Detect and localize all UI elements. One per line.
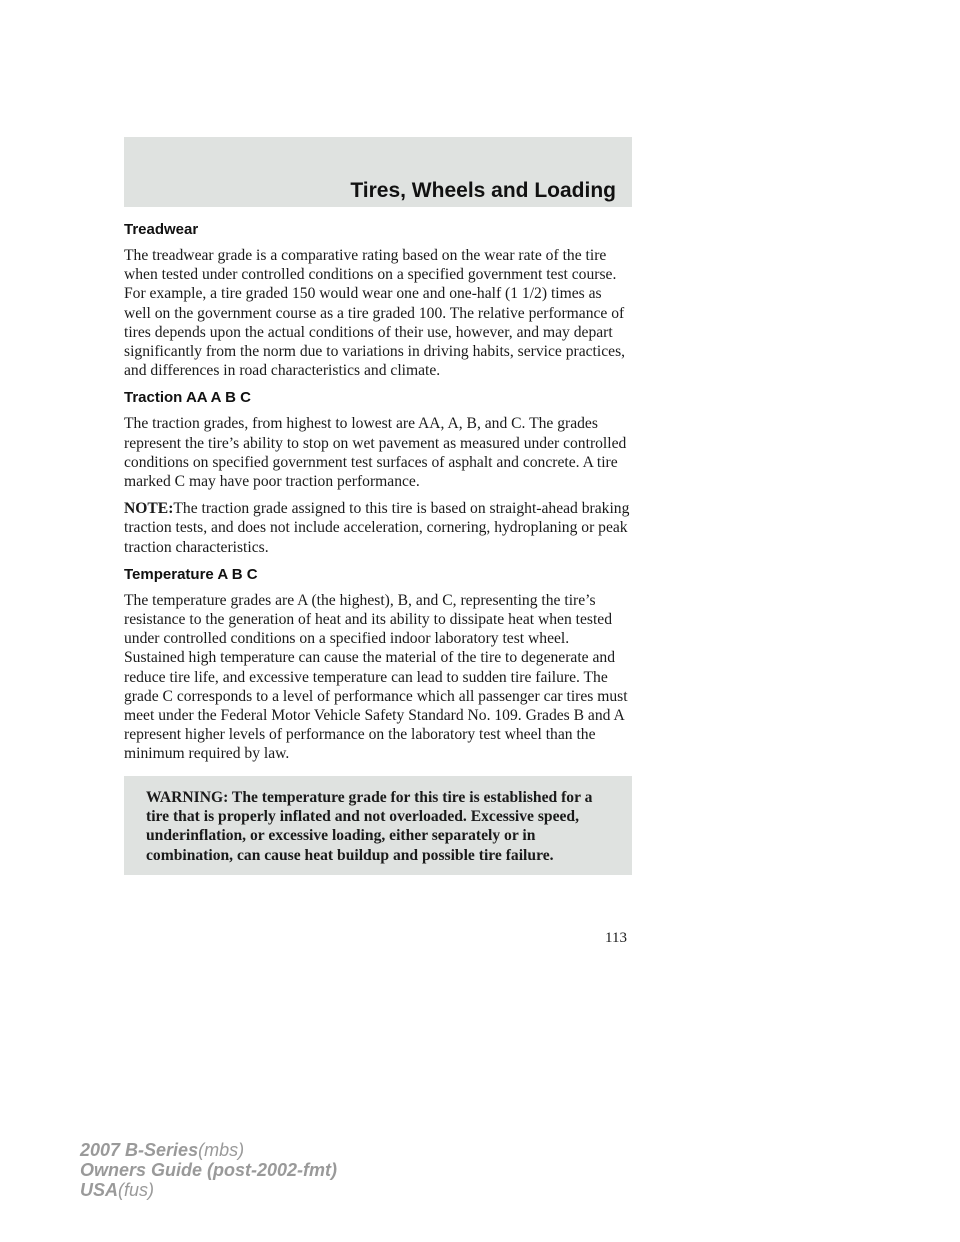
treadwear-heading: Treadwear	[124, 221, 199, 238]
document-footer	[80, 1140, 337, 1200]
footer-market: USA	[80, 1180, 119, 1200]
section-header-band	[124, 137, 632, 207]
note-text: The traction grade assigned to this tire is based on straight-ahead braking traction tests, and does not include acceleration, cornering, hydroplaning or peak traction characteristics.	[124, 500, 630, 556]
page-number: 113	[605, 930, 627, 946]
footer-line-1	[80, 1140, 337, 1160]
traction-body: The traction grades, from highest to lowest are AA, A, B, and C. The grades represent the tire’s ability to stop on wet pavement as measured under controlled conditions on specified government test surfaces of asphalt and concrete. A tire marked C may have poor traction performance.	[124, 415, 627, 491]
footer-line-2: Owners Guide (post-2002-fmt)	[80, 1160, 338, 1180]
treadwear-section	[124, 220, 632, 380]
traction-heading: Traction AA A B C	[124, 389, 251, 407]
footer-model: 2007 B-Series	[80, 1140, 199, 1160]
treadwear-body: The treadwear grade is a comparative rating based on the wear rate of the tire when tested under controlled conditions on a specified government test course. For example, a tire graded 150 would wear one and one-half (1 1/2) times as well on the government course as a tire graded 100. The relative performance of tires depends upon the actual conditions of their use, however, and may depart significantly from the norm due to variations in driving habits, service practices, and differences in road characteristics and climate.	[124, 247, 626, 380]
traction-section	[124, 388, 632, 556]
warning-text: WARNING: The temperature grade for this tire is established for a tire that is properly inflated and not overloaded. Excessive speed, underinflation, or excessive loading, either separately or in combination, can cause heat buildup and possible tire failure.	[146, 788, 593, 864]
temperature-heading: Temperature A B C	[124, 565, 258, 583]
footer-line-3	[80, 1180, 337, 1200]
note-label: NOTE:	[124, 500, 174, 518]
traction-note	[124, 499, 632, 557]
section-title: Tires, Wheels and Loading	[350, 179, 616, 202]
footer-model-code: (mbs)	[198, 1140, 245, 1160]
footer-market-code: (fus)	[118, 1180, 155, 1200]
temperature-body: The temperature grades are A (the highest), B, and C, representing the tire’s resistance to the generation of heat and its ability to dissipate heat when tested under controlled conditions on a specified indoor laboratory test wheel. Sustained high temperature can cause the material of the tire to degenerate and reduce tire life, and excessive temperature can lead to sudden tire failure. The grade C corresponds to a level of performance which all passenger car tires must meet under the Federal Motor Vehicle Safety Standard No. 109. Grades B and A represent higher levels of performance on the laboratory test wheel than the minimum required by law.	[124, 591, 628, 763]
page-content	[124, 220, 632, 875]
temperature-section	[124, 565, 632, 764]
warning-box	[124, 776, 632, 876]
